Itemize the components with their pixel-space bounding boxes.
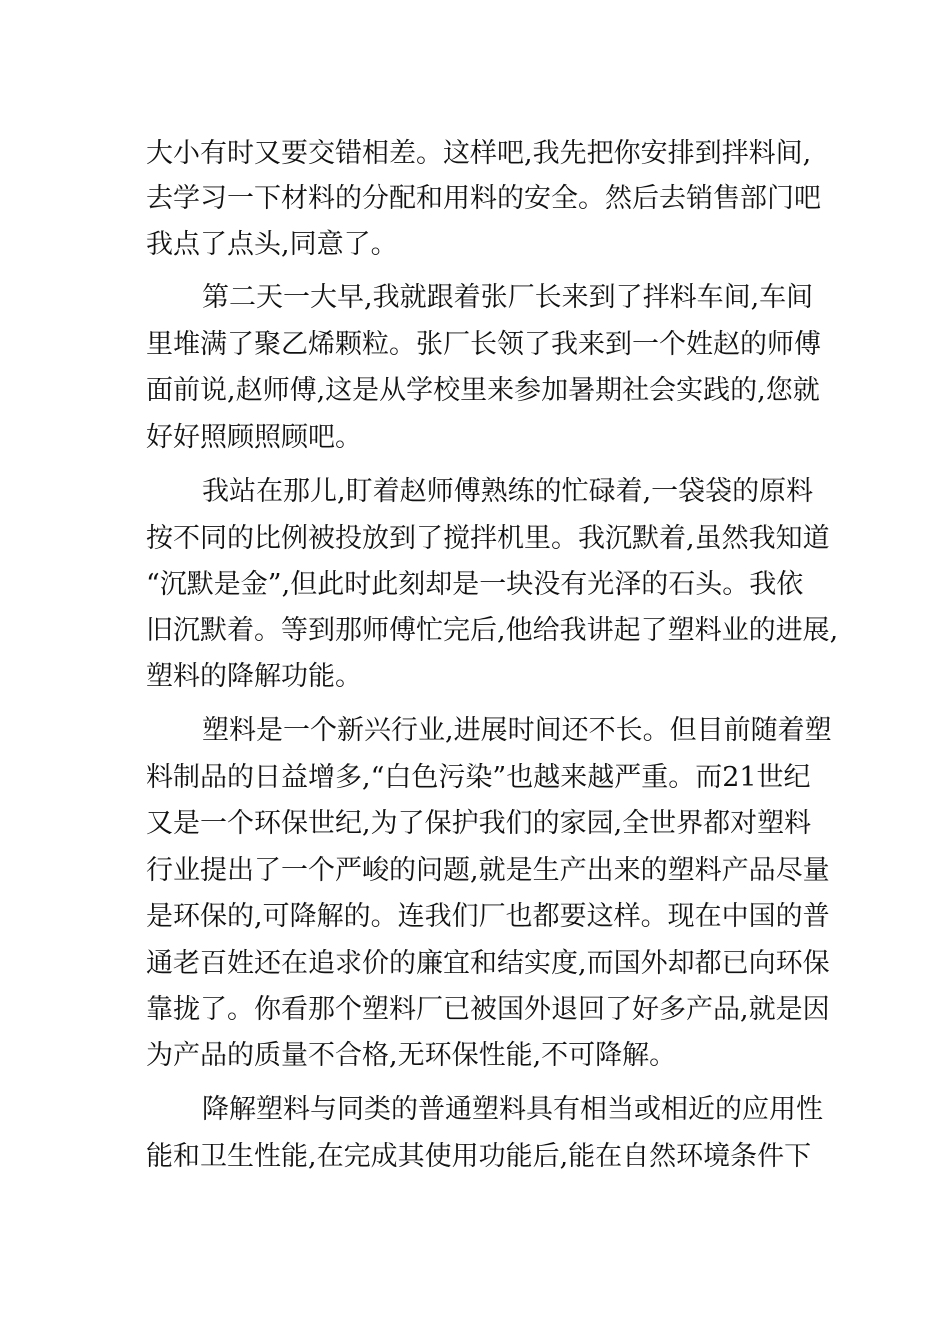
text-line: 为产品的质量不合格,无环保性能,不可降解。 — [146, 1040, 677, 1071]
text-line: 是环保的,可降解的。连我们厂也都要这样。现在中国的普 — [146, 901, 830, 932]
paragraph-first-line: 塑料是一个新兴行业,进展时间还不长。但目前随着塑 — [202, 715, 832, 746]
text-line: 靠拢了。你看那个塑料厂已被国外退回了好多产品,就是因 — [146, 994, 830, 1025]
text-line: 去学习一下材料的分配和用料的安全。然后去销售部门吧 — [146, 183, 821, 214]
paragraph-first-line: 我站在那儿,盯着赵师傅熟练的忙碌着,一袋袋的原料 — [202, 476, 814, 507]
text-line: 又是一个环保世纪,为了保护我们的家园,全世界都对塑料 — [146, 808, 812, 839]
text-line: 通老百姓还在追求价的廉宜和结实度,而国外却都已向环保 — [146, 948, 830, 979]
text-line: 塑料的降解功能。 — [146, 661, 362, 692]
paragraph-first-line: 降解塑料与同类的普通塑料具有相当或相近的应用性 — [202, 1094, 823, 1125]
text-line: 按不同的比例被投放到了搅拌机里。我沉默着,虽然我知道 — [146, 523, 830, 554]
text-line: 能和卫生性能,在完成其使用功能后,能在自然环境条件下 — [146, 1141, 812, 1172]
text-line: 我点了点头,同意了。 — [146, 229, 398, 260]
paragraph-first-line: 第二天一大早,我就跟着张厂长来到了拌料车间,车间 — [202, 282, 814, 313]
text-line: 料制品的日益增多,“白色污染”也越来越严重。而21世纪 — [146, 762, 811, 793]
text-line: 面前说,赵师傅,这是从学校里来参加暑期社会实践的,您就 — [146, 375, 820, 406]
text-line: 里堆满了聚乙烯颗粒。张厂长领了我来到一个姓赵的师傅 — [146, 329, 821, 360]
text-line: “沉默是金”,但此时此刻却是一块没有光泽的石头。我依 — [146, 569, 804, 600]
text-line: 旧沉默着。等到那师傅忙完后,他给我讲起了塑料业的进展, — [146, 615, 839, 646]
text-line: 大小有时又要交错相差。这样吧,我先把你安排到拌料间, — [146, 138, 812, 169]
text-line: 行业提出了一个严峻的问题,就是生产出来的塑料产品尽量 — [146, 855, 830, 886]
text-line: 好好照顾照顾吧。 — [146, 422, 362, 453]
